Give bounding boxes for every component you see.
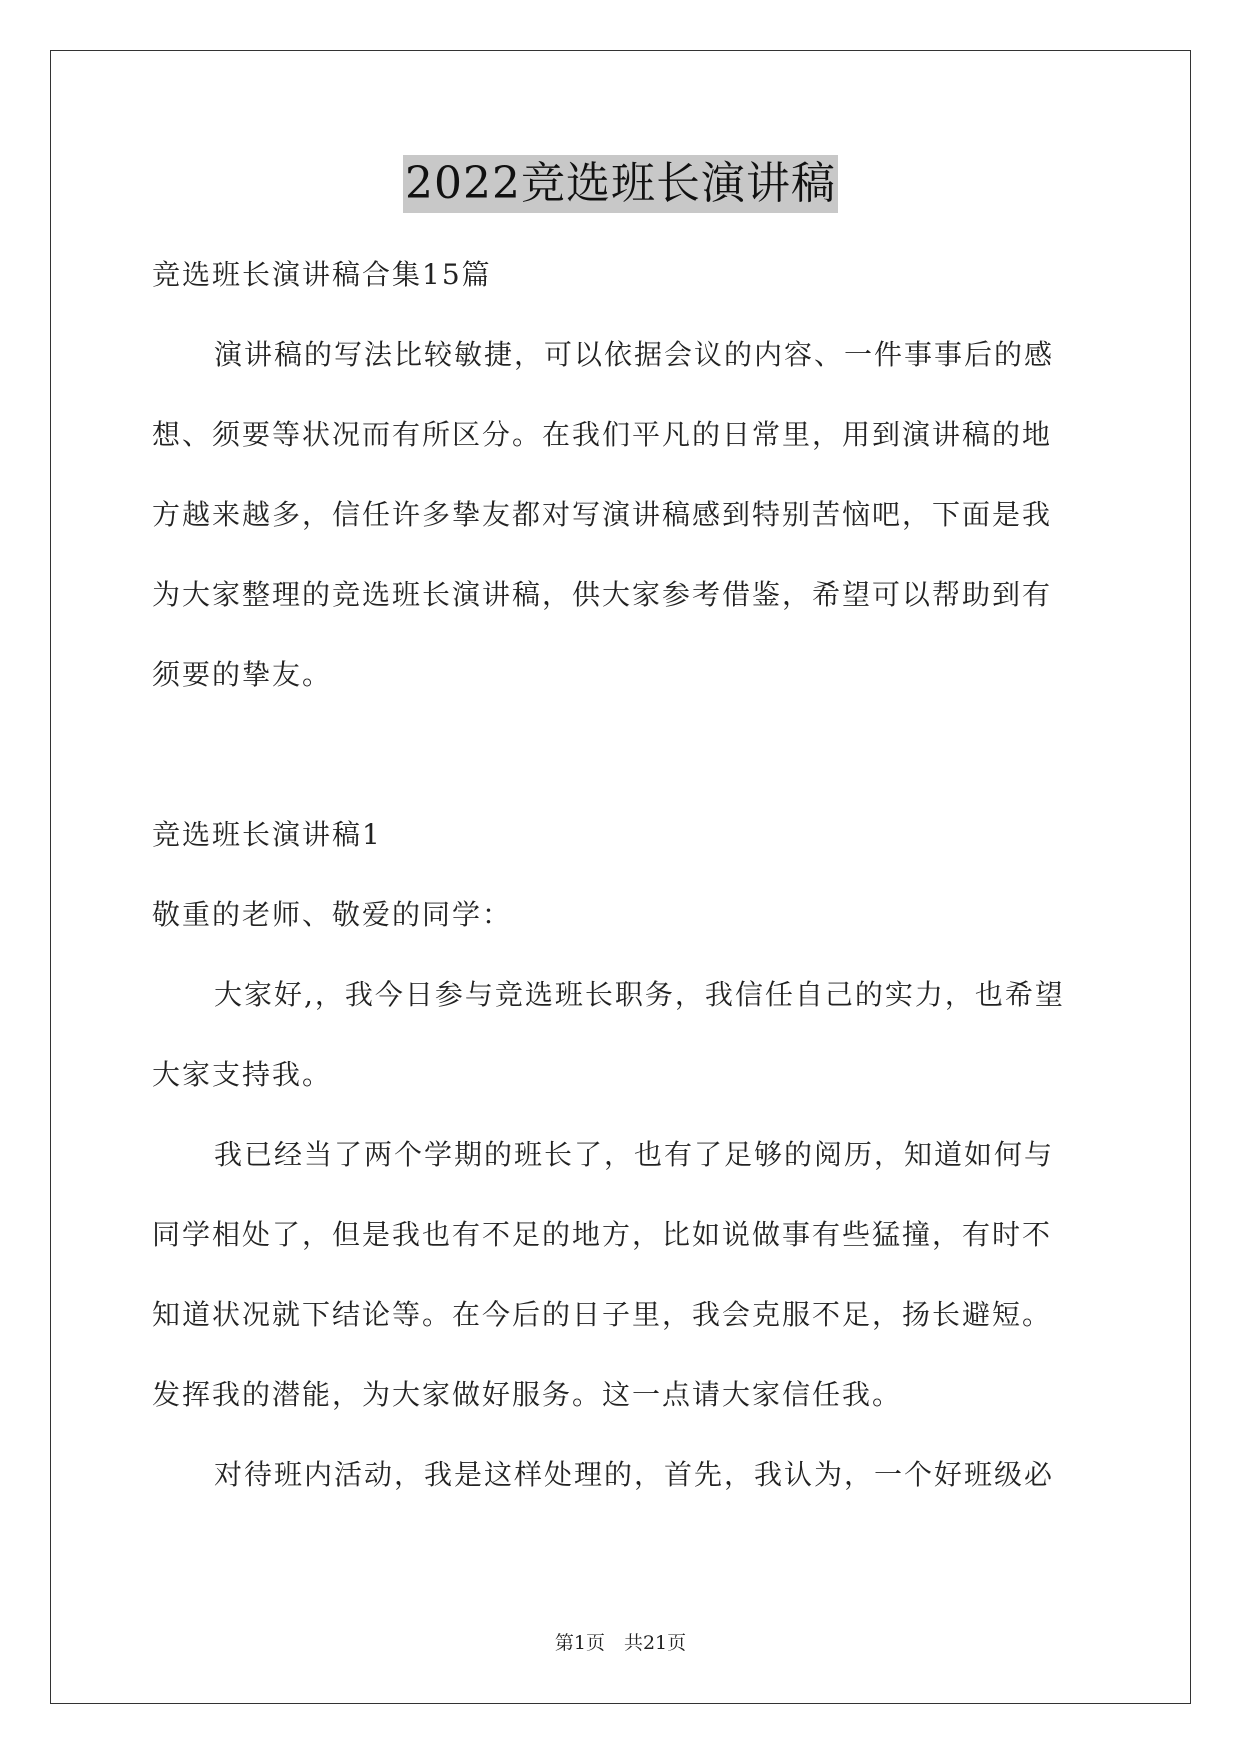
intro-line: 为大家整理的竞选班长演讲稿，供大家参考借鉴，希望可以帮助到有 — [152, 578, 1053, 611]
document-title: 2022竞选班长演讲稿 — [403, 155, 838, 213]
title-container — [0, 155, 1241, 213]
paragraph-line: 同学相处了，但是我也有不足的地方，比如说做事有些猛撞，有时不 — [152, 1218, 1053, 1251]
paragraph-line: 对待班内活动，我是这样处理的，首先，我认为，一个好班级必 — [214, 1458, 1055, 1491]
paragraph-line: 我已经当了两个学期的班长了，也有了足够的阅历，知道如何与 — [214, 1138, 1055, 1171]
paragraph-line: 知道状况就下结论等。在今后的日子里，我会克服不足，扬长避短。 — [152, 1298, 1053, 1331]
intro-line: 想、须要等状况而有所区分。在我们平凡的日常里，用到演讲稿的地 — [152, 418, 1053, 451]
paragraph-line: 发挥我的潜能，为大家做好服务。这一点请大家信任我。 — [152, 1378, 903, 1411]
intro-line: 须要的挚友。 — [152, 658, 333, 691]
collection-heading: 竞选班长演讲稿合集15篇 — [152, 258, 492, 291]
paragraph-line: 大家好,，我今日参与竞选班长职务，我信任自己的实力，也希望 — [214, 978, 1065, 1011]
salutation: 敬重的老师、敬爱的同学： — [152, 898, 513, 931]
section-heading: 竞选班长演讲稿1 — [152, 818, 382, 851]
intro-line: 方越来越多，信任许多挚友都对写演讲稿感到特别苦恼吧，下面是我 — [152, 498, 1053, 531]
page-number: 第1页 共21页 — [554, 1632, 687, 1654]
intro-line: 演讲稿的写法比较敏捷，可以依据会议的内容、一件事事后的感 — [214, 338, 1055, 371]
paragraph-line: 大家支持我。 — [152, 1058, 333, 1091]
